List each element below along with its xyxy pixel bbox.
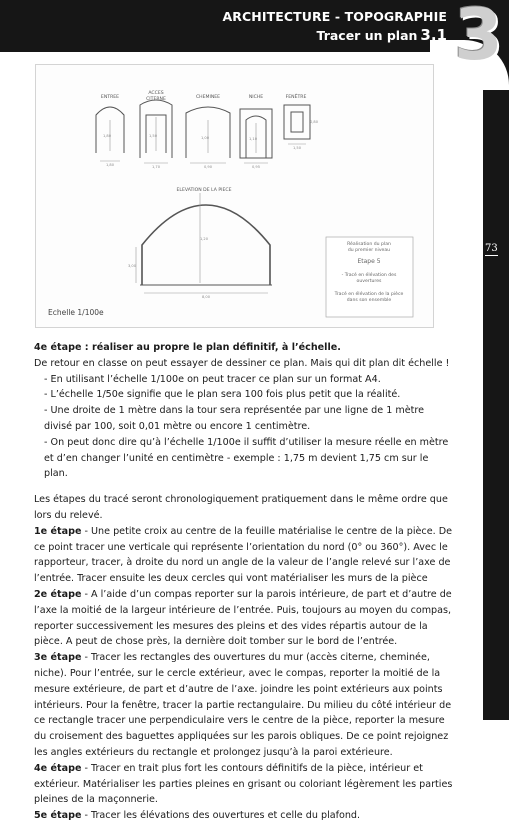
legend-step: Etape 5 (357, 258, 381, 265)
step-1-text: - Une petite croix au centre de la feuille matérialise le centre de la pièce. De ce point tracer une verticale qui représente l’orientation du nord (0° ou 360°). Avec le rapporteur, tracer, à droite du nord un angle de la valeur de l’angle relevé sur l’axe de l’entrée. Tracer ensuite les deux cercles qui vont matérialiser les murs de la pièce (34, 525, 452, 585)
section-heading (34, 340, 454, 356)
legend-line1: Réalisation du plan (347, 242, 391, 247)
step-1-label: 1e étape (34, 525, 82, 537)
step-5-text: - Tracer les élévations des ouvertures et celle du plafond. (81, 810, 361, 822)
dim-text-6: 1,00 (200, 136, 210, 140)
dim-text-5: 0,90 (203, 165, 213, 169)
label-citerne: CITERNE (146, 97, 166, 102)
step-2-label: 2e étape (34, 588, 82, 600)
dim-text-11: 3,00 (127, 264, 137, 268)
step-3-label: 3e étape (34, 652, 82, 664)
header-subtitle (317, 26, 447, 44)
right-band (483, 52, 509, 720)
step-2-text: - A l’aide d’un compas reporter sur la parois intérieure, de part et d’autre de l’axe la moitié de la largeur intérieure de l’entrée. Puis, toujours au moyen du compas, reporter successivement les mesures des pleins et des vides répartis autour de la pièce. A peut de chose près, la dernière doit tomber sur le bord de l’entrée. (34, 588, 452, 648)
dim-text-3: 1,70 (151, 165, 161, 169)
fenetre-outline (284, 105, 310, 139)
dim-text-2: 1,80 (102, 134, 112, 138)
paragraph-3: - L’échelle 1/50e signifie que le plan sera 100 fois plus petit que la réalité. (44, 389, 401, 401)
dim-text-9: 1,50 (292, 146, 302, 150)
fenetre-inner (291, 112, 303, 132)
label-acces: ACCES (148, 91, 164, 96)
legend-bullet2b: dans son ensemble (346, 298, 392, 303)
header-title: ARCHITECTURE - TOPOGRAPHIE (222, 9, 447, 24)
paragraph-4: - Une droite de 1 mètre dans la tour sera représentée par une ligne de 1 mètre divisé par 100, soit 0,01 mètre ou encore 1 centimètre. (44, 405, 425, 432)
heading-text: 4e étape : réaliser au propre le plan définitif, à l’échelle. (34, 342, 341, 353)
spacer (34, 482, 454, 492)
label-fenetre: FENÊTRE (285, 95, 307, 100)
step-4-text: - Tracer en trait plus fort les contours définitifs de la pièce, intérieur et extérieur. Matérialiser les parties pleines en grisant ou coloriant légèrement les parties pleines de la maçonnerie. (34, 762, 453, 806)
dim-text-1: 1,80 (105, 163, 115, 167)
step-3-text: - Tracer les rectangles des ouvertures du mur (accès citerne, cheminée, niche). Pour l’entrée, sur le cercle extérieur, avec le compas, reporter la moitié de la mesure extérieure, de part et d’autre de l’axe. joindre les point extérieurs aux points intérieurs. Pour la fenêtre, tracer la partie rectangulaire. Du milieu du côté intérieur de ce rectangle tracer une perpendiculaire vers le centre de la pièce, reporter la mesure du croisement des baguettes appliquées sur les parois obliques. De ce point rejoignez les angles extérieurs du rectangle et prolongez jusqu’à la paroi extérieure. (34, 652, 452, 758)
paragraph-5: - On peut donc dire qu’à l’échelle 1/100e il suffit d’utiliser la mesure réelle en mètre et d’en changer l’unité en centimètre - exemple : 1,75 m devient 1,75 cm sur le plan. (44, 436, 449, 480)
body-text (34, 340, 454, 824)
dim-text-8: 1,10 (248, 137, 258, 141)
label-cheminee: CHEMINEE (195, 95, 221, 100)
dim-text-7: 0,95 (251, 165, 261, 169)
legend-bullet1b: ouvertures (356, 279, 382, 284)
step-5 (34, 808, 454, 824)
scale-label: Echelle 1/100e (48, 308, 104, 317)
label-niche: NICHE (248, 95, 264, 100)
page-number: 73 (485, 243, 498, 254)
label-entree: ENTREE (100, 95, 120, 100)
step-5-label: 5e étape (34, 810, 82, 822)
legend-bullet1a: - Tracé en élévation des (341, 273, 397, 278)
legend-bullet2a: Tracé en élévation de la pièce (334, 292, 404, 297)
subtitle-text: Tracer un plan (316, 28, 418, 43)
elevation-arch (142, 205, 270, 285)
legend-line2: du premier niveau (347, 248, 391, 253)
step-3 (34, 650, 454, 761)
plan-svg (36, 65, 433, 327)
paragraph-6: Les étapes du tracé seront chronologiquement pratiquement dans le même ordre que lors du relevé. (34, 494, 448, 521)
section-number: 3.1 (420, 26, 447, 44)
dim-text-4: 1,50 (148, 134, 158, 138)
step-4-label: 4e étape (34, 762, 82, 774)
paragraph-2: - En utilisant l’échelle 1/100e on peut tracer ce plan sur un format A4. (44, 373, 381, 385)
plan-drawing (35, 64, 434, 328)
chapter-number: 3 (454, 0, 503, 76)
label-elevation: ELEVATION DE LA PIECE (176, 188, 232, 193)
dim-text-10: 0,80 (309, 120, 319, 124)
dim-text-12: 1,20 (199, 237, 209, 241)
step-1 (34, 524, 454, 587)
paragraph-1: De retour en classe on peut essayer de dessiner ce plan. Mais qui dit plan dit échelle ! (34, 357, 450, 369)
dim-text-13: 8,00 (201, 295, 211, 299)
step-2 (34, 587, 454, 650)
step-4 (34, 761, 454, 808)
